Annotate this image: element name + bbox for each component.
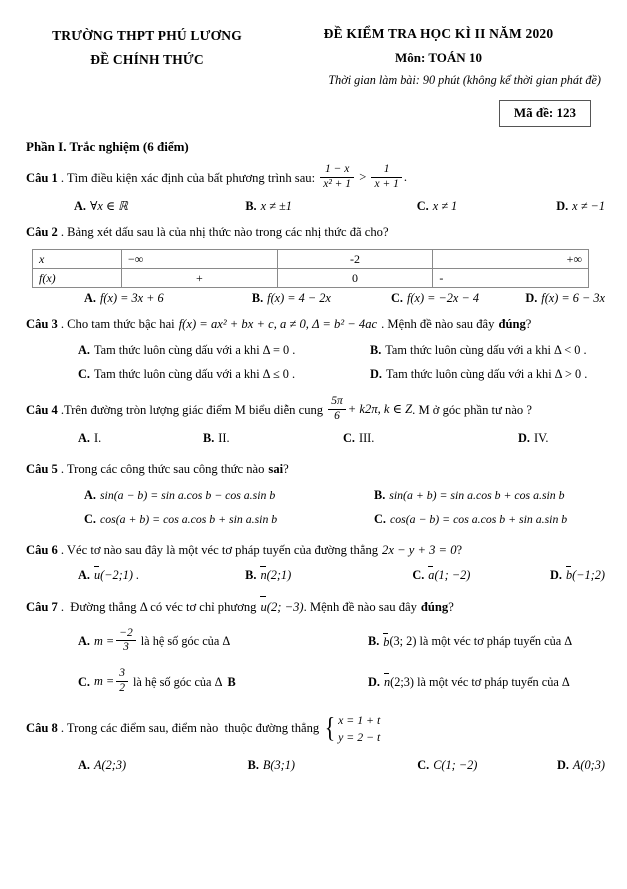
sign-table-row-x <box>33 250 589 269</box>
official-label: ĐỀ CHÍNH THỨC <box>90 51 204 67</box>
option-a[interactable] <box>78 628 368 656</box>
fraction-right <box>371 163 401 191</box>
question-6 <box>26 541 605 583</box>
option-c-prefix: m = <box>93 673 115 688</box>
option-c-text: là hệ số góc của Δ <box>132 674 223 689</box>
option-c-duplicate[interactable] <box>374 512 605 527</box>
school-name: TRƯỜNG THPT PHÚ LƯƠNG <box>52 28 242 43</box>
option-c-value <box>428 567 470 583</box>
option-b[interactable] <box>203 431 343 446</box>
option-a[interactable] <box>84 488 374 503</box>
option-d-letter: D. <box>370 367 382 382</box>
angle-fraction-denominator: 6 <box>334 409 340 422</box>
option-c-letter: C. <box>84 512 96 527</box>
question-7-stem <box>26 597 605 617</box>
question-7-emphasis: đúng <box>420 599 449 614</box>
option-a-slope <box>94 628 138 656</box>
option-c-letter: C. <box>416 199 429 214</box>
question-2-stem <box>26 223 605 242</box>
slope-fraction-numerator: −2 <box>116 627 136 642</box>
option-b-text: f(x) = 4 − 2x <box>267 291 331 306</box>
question-7-text-after: . Mệnh đề nào sau đây <box>303 599 417 614</box>
sign-table-x-pos-infinity: +∞ <box>433 250 589 269</box>
option-b-letter: B. <box>368 634 380 649</box>
slope-fraction-numerator: 3 <box>116 667 128 682</box>
option-a-letter: A. <box>84 488 96 503</box>
option-c-letter: C. <box>78 367 90 382</box>
sign-table-x-neg-infinity: −∞ <box>122 250 278 269</box>
fraction-right-denominator: x + 1 <box>374 177 399 190</box>
fraction-left <box>320 163 354 191</box>
question-1 <box>26 164 605 214</box>
question-6-text: . Véc tơ nào sau đây là một véc tơ pháp tuyến của đường thẳng <box>60 543 379 558</box>
option-d[interactable] <box>525 291 605 306</box>
option-b-letter: B. <box>374 488 386 503</box>
option-d-text: f(x) = 6 − 3x <box>541 291 605 306</box>
option-c-text: cos(a + b) = cos a.cos b + sin a.sin b <box>99 512 278 527</box>
option-a[interactable] <box>78 431 203 446</box>
option-c[interactable] <box>78 367 370 382</box>
question-8 <box>26 712 605 773</box>
option-c-text: (1; −2) <box>434 568 471 582</box>
vector-n-icon: n <box>383 675 391 690</box>
option-a-letter: A. <box>78 634 90 649</box>
option-d-text: x ≠ −1 <box>572 199 605 214</box>
question-3-text: . Cho tam thức bậc hai <box>60 317 175 332</box>
option-a-letter: A. <box>84 291 96 306</box>
question-3-stem <box>26 315 605 334</box>
option-b-letter: B. <box>245 567 257 582</box>
option-c-trailing-letter: B <box>227 674 236 689</box>
option-a[interactable] <box>84 291 252 306</box>
option-b-text: (2;1) <box>266 568 292 582</box>
vector-u-icon: u <box>260 597 266 617</box>
subject-line: Môn: TOÁN 10 <box>395 49 482 65</box>
question-6-text-end: ? <box>456 543 463 558</box>
question-8-stem <box>26 712 605 746</box>
question-5-text: . Trong các công thức sau công thức nào <box>60 462 265 477</box>
option-c-text: f(x) = −2x − 4 <box>406 291 479 306</box>
left-brace-icon: { <box>324 712 336 745</box>
option-a-letter: A. <box>78 343 90 358</box>
question-5-label: Câu 5 <box>26 462 58 477</box>
angle-fraction-tail: + k2π, k ∈ Z <box>347 402 413 417</box>
option-b-letter: B. <box>203 431 215 446</box>
question-7-vector-args: (2; −3) <box>266 600 304 614</box>
option-c[interactable] <box>391 291 525 306</box>
question-3-label: Câu 3 <box>26 317 58 332</box>
option-b-text: B(3;1) <box>262 757 295 772</box>
question-6-options <box>26 567 605 583</box>
option-b-letter: B. <box>251 291 264 306</box>
option-b[interactable] <box>374 488 605 503</box>
question-6-formula: 2x − y + 3 = 0 <box>382 543 457 558</box>
option-c[interactable] <box>417 199 556 214</box>
question-4-stem <box>26 396 605 424</box>
question-1-formula <box>315 164 407 192</box>
question-6-stem <box>26 541 605 560</box>
slope-fraction-denominator: 3 <box>123 641 129 654</box>
system-equation-y: y = 2 − t <box>338 729 381 744</box>
sign-table-zero: 0 <box>277 269 433 288</box>
question-4-label: Câu 4 <box>26 402 58 417</box>
option-a-text: ∀x ∈ ℝ <box>89 199 128 214</box>
option-c-text: III. <box>358 431 375 446</box>
option-b-vector <box>383 634 389 650</box>
section-title: Phần I. Trắc nghiệm (6 điểm) <box>26 139 189 155</box>
option-d[interactable] <box>557 758 605 773</box>
option-d-letter: D. <box>556 757 569 772</box>
exam-code-wrapper <box>0 92 627 127</box>
option-d[interactable] <box>370 367 605 382</box>
option-b-text: sin(a + b) = sin a.cos b + cos a.sin b <box>389 488 565 503</box>
question-8-text: . Trong các điểm sau, điểm nào thuộc đường thẳng <box>60 721 320 736</box>
option-c[interactable] <box>78 668 368 696</box>
option-d-letter: D. <box>525 291 538 306</box>
fraction-left-denominator: x² + 1 <box>323 177 352 190</box>
question-4-text-after: . M ở góc phần tư nào ? <box>412 402 532 417</box>
option-b-letter: B. <box>247 757 259 772</box>
question-5-emphasis: sai <box>268 462 284 477</box>
option-a-letter: A. <box>78 757 90 772</box>
option-c-letter: C. <box>412 567 425 582</box>
question-3-emphasis: đúng <box>498 317 526 332</box>
option-a-text: (−2;1) . <box>100 568 140 582</box>
system-equation-x: x = 1 + t <box>338 713 381 728</box>
sign-table-head-x: x <box>33 250 122 269</box>
question-4-text: .Trên đường tròn lượng giác điểm M biểu diễn cung <box>60 402 324 417</box>
exam-title: ĐỀ KIỂM TRA HỌC KÌ II NĂM 2020 <box>323 26 554 41</box>
option-d-text: (2;3) là một véc tơ pháp tuyến của Δ <box>390 674 570 689</box>
vector-n-icon: n <box>260 568 267 582</box>
option-b-value <box>260 567 291 583</box>
option-d-text: Tam thức luôn cùng dấu với a khi Δ > 0 . <box>385 367 588 382</box>
option-a-text: f(x) = 3x + 6 <box>99 291 164 306</box>
school-block <box>22 22 272 92</box>
option-c[interactable] <box>417 758 557 773</box>
option-d-letter: D. <box>549 567 562 582</box>
document-header <box>0 0 627 92</box>
option-c-letter: C. <box>417 757 430 772</box>
option-a-value <box>94 567 139 583</box>
question-2 <box>26 223 605 306</box>
option-c-letter: C. <box>343 431 355 446</box>
question-7-options-row-2 <box>26 668 605 696</box>
option-d-value <box>566 567 605 583</box>
option-a-text: Tam thức luôn cùng dấu với a khi Δ = 0 . <box>93 343 296 358</box>
option-b[interactable] <box>368 628 605 656</box>
option-b-letter: B. <box>245 199 257 214</box>
question-5 <box>26 460 605 527</box>
question-1-stem <box>26 164 605 192</box>
question-3-options-row-1 <box>26 343 605 358</box>
exam-info-block <box>272 22 605 92</box>
sign-table <box>32 249 589 288</box>
option-b[interactable] <box>245 567 412 583</box>
question-5-options-row-2 <box>26 512 605 527</box>
option-d-letter: D. <box>518 431 530 446</box>
relation-operator: > <box>359 170 367 185</box>
option-b[interactable] <box>248 758 418 773</box>
option-d[interactable] <box>368 668 605 696</box>
option-c[interactable] <box>412 567 550 583</box>
option-c[interactable] <box>343 431 518 446</box>
option-b-text: II. <box>218 431 230 446</box>
question-4-formula <box>323 396 412 424</box>
question-3-options-row-2 <box>26 367 605 382</box>
option-c-text: x ≠ 1 <box>432 199 458 214</box>
question-6-label: Câu 6 <box>26 543 58 558</box>
exam-code-box: Mã đề: 123 <box>499 100 591 127</box>
option-d-vector <box>384 674 390 690</box>
option-d-text: (−1;2) <box>572 568 605 582</box>
question-4-options <box>26 431 605 446</box>
option-b[interactable] <box>252 291 391 306</box>
sign-table-x-root: -2 <box>277 250 433 269</box>
slope-fraction <box>116 627 136 655</box>
fraction-left-numerator: 1 − x <box>320 163 354 178</box>
option-d-letter: D. <box>368 674 380 689</box>
option-d-letter: D. <box>556 199 569 214</box>
question-1-label: Câu 1 <box>26 170 58 185</box>
option-c-letter: C. <box>391 291 403 306</box>
vector-b-icon: b <box>383 634 390 649</box>
question-3-text-end: ? <box>525 317 532 332</box>
sign-table-row-fx <box>33 269 589 288</box>
option-c[interactable] <box>84 512 374 527</box>
exam-content <box>0 139 627 772</box>
option-c-text: Tam thức luôn cùng dấu với a khi Δ ≤ 0 . <box>93 367 296 382</box>
angle-fraction <box>328 395 346 423</box>
question-7-label: Câu 7 <box>26 599 58 614</box>
vector-u-icon: u <box>93 568 101 582</box>
option-a[interactable] <box>78 343 370 358</box>
question-7-options-row-1 <box>26 628 605 656</box>
option-c-duplicate-text: cos(a − b) = cos a.cos b + sin a.sin b <box>389 512 568 527</box>
option-c-text: C(1; −2) <box>433 757 478 772</box>
option-d[interactable] <box>556 199 605 214</box>
question-1-text: . Tìm điều kiện xác định của bất phương trình sau: <box>60 170 316 185</box>
question-3 <box>26 315 605 382</box>
question-2-text: . Bảng xét dấu sau là của nhị thức nào trong các nhị thức đã cho? <box>60 225 389 240</box>
sign-table-sign-left: + <box>122 269 278 288</box>
option-d[interactable] <box>518 431 548 446</box>
option-a-text: sin(a − b) = sin a.cos b − cos a.sin b <box>99 488 276 503</box>
option-a-letter: A. <box>74 199 86 214</box>
formula-period: . <box>403 170 407 185</box>
option-b[interactable] <box>370 343 605 358</box>
vector-b-icon: b <box>565 568 573 582</box>
option-a[interactable] <box>78 758 248 773</box>
option-a-text: là hệ số góc của Δ <box>140 634 231 649</box>
question-4 <box>26 396 605 446</box>
option-d[interactable] <box>550 567 605 583</box>
option-a-text: A(2;3) <box>93 757 127 772</box>
option-a[interactable] <box>74 199 245 214</box>
angle-fraction-numerator: 5π <box>328 395 346 410</box>
option-a-letter: A. <box>78 431 90 446</box>
question-2-options <box>26 291 605 306</box>
option-b[interactable] <box>245 199 416 214</box>
question-7 <box>26 597 605 696</box>
option-c-slope <box>94 668 130 696</box>
question-8-options <box>26 758 605 773</box>
option-a[interactable] <box>78 567 245 583</box>
vector-a-icon: a <box>428 568 435 582</box>
option-a-prefix: m = <box>93 633 115 648</box>
question-5-options-row-1 <box>26 488 605 503</box>
option-c-duplicate-letter: C. <box>374 512 386 527</box>
question-7-text-end: ? <box>448 599 454 614</box>
option-b-letter: B. <box>370 343 382 358</box>
option-b-text: (3; 2) là một véc tơ pháp tuyến của Δ <box>389 634 573 649</box>
parametric-system <box>323 712 380 746</box>
question-2-label: Câu 2 <box>26 225 58 240</box>
question-5-text-end: ? <box>283 462 289 477</box>
sign-table-head-fx: f(x) <box>33 269 122 288</box>
option-a-letter: A. <box>78 567 90 582</box>
option-a-text: I. <box>93 431 102 446</box>
slope-fraction-denominator: 2 <box>119 681 125 694</box>
fraction-right-numerator: 1 <box>371 163 401 178</box>
question-5-stem <box>26 460 605 479</box>
option-b-text: x ≠ ±1 <box>260 199 292 214</box>
question-3-text-after: . Mệnh đề nào sau đây <box>381 317 495 332</box>
question-8-label: Câu 8 <box>26 721 58 736</box>
option-d-text: IV. <box>533 431 549 446</box>
question-7-vector <box>260 597 303 617</box>
option-c-letter: C. <box>78 674 90 689</box>
option-d-text: A(0;3) <box>572 757 605 772</box>
slope-fraction <box>116 667 128 695</box>
system-equations <box>338 712 380 746</box>
option-b-text: Tam thức luôn cùng dấu với a khi Δ < 0 . <box>385 343 587 358</box>
question-1-options <box>26 199 605 214</box>
question-7-text: . Đường thẳng Δ có véc tơ chỉ phương <box>60 599 257 614</box>
sign-table-sign-right: - <box>433 269 589 288</box>
question-3-formula: f(x) = ax² + bx + c, a ≠ 0, Δ = b² − 4ac <box>178 317 378 332</box>
duration-line: Thời gian làm bài: 90 phút (không kể thời gian phát đề) <box>328 73 601 88</box>
